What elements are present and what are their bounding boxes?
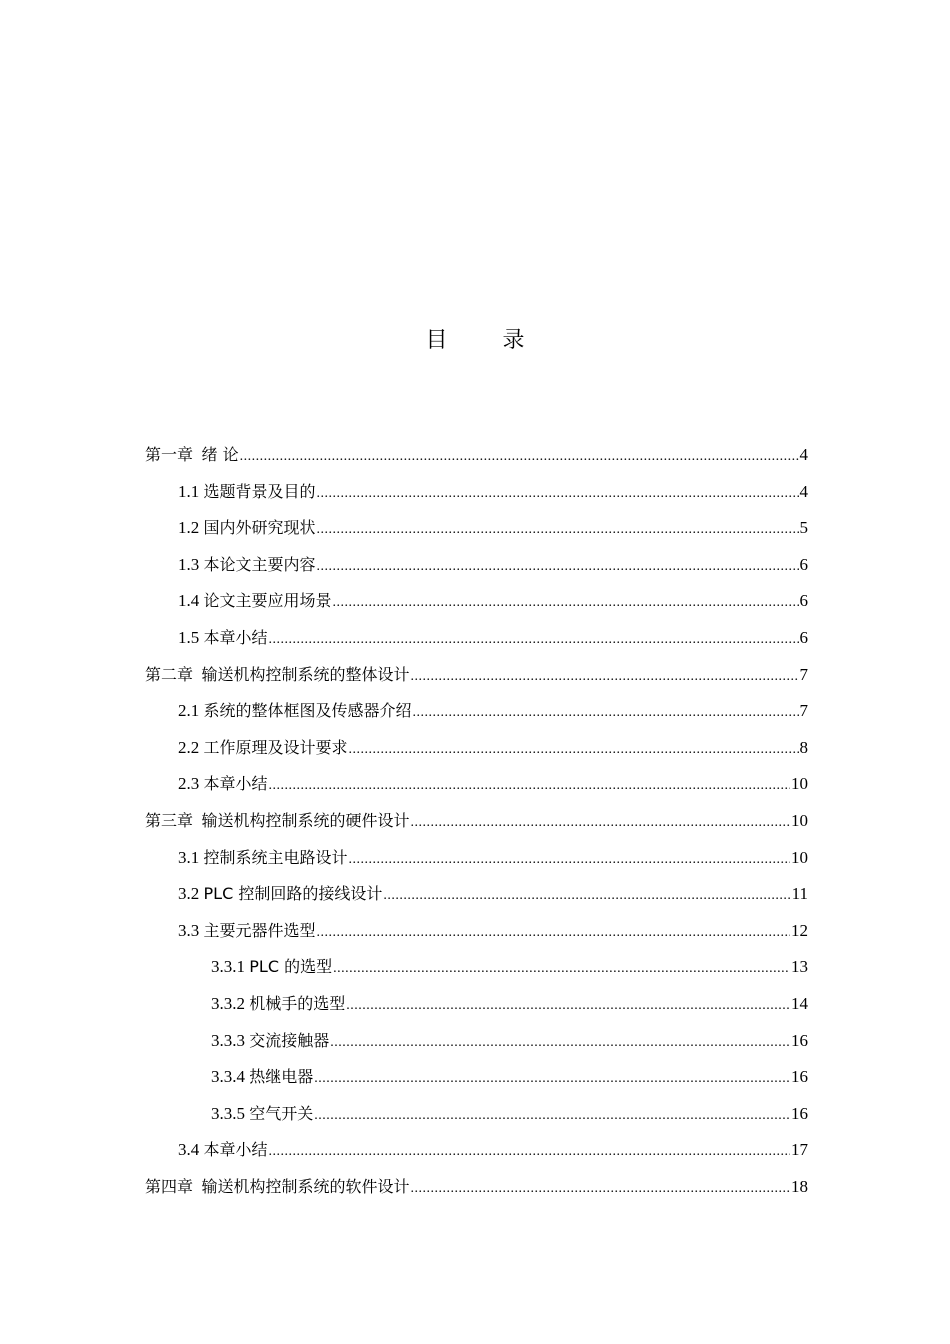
- toc-entry-label: [178, 623, 268, 653]
- toc-entry-text: 系统的整体框图及传感器介绍: [203, 701, 412, 721]
- toc-page-number: 10: [791, 847, 808, 867]
- toc-dot-leader: [346, 991, 790, 1021]
- toc-entry-number: 3.3: [178, 920, 200, 940]
- toc-entry-number: 1.5: [178, 627, 200, 647]
- toc-entry-text: 交流接触器: [249, 1030, 330, 1050]
- toc-entry[interactable]: [145, 843, 808, 880]
- toc-entry-number: 3.3.3: [211, 1030, 245, 1050]
- toc-page-number: 6: [799, 554, 808, 574]
- toc-dot-leader: [269, 625, 799, 655]
- toc-page-number: 7: [799, 701, 808, 721]
- toc-entry-label: [178, 477, 316, 507]
- toc-entry[interactable]: [145, 806, 808, 843]
- toc-dot-leader: [240, 442, 799, 472]
- toc-page-number: 4: [799, 481, 808, 501]
- toc-entry[interactable]: [145, 1172, 808, 1209]
- toc-entry[interactable]: [145, 989, 808, 1026]
- toc-entry-label: [178, 513, 316, 543]
- toc-entry-label: [211, 1099, 313, 1129]
- toc-entry[interactable]: [145, 550, 808, 587]
- toc-entry-label: [178, 879, 382, 909]
- toc-page-number: 11: [791, 884, 808, 904]
- toc-entry-text: PLC 的选型: [249, 957, 333, 977]
- toc-entry-label: [145, 806, 410, 836]
- toc-dot-leader: [413, 698, 799, 728]
- toc-entry-label: [178, 843, 348, 873]
- toc-entry[interactable]: [145, 879, 808, 916]
- toc-dot-leader: [333, 588, 799, 618]
- toc-entry-number: 1.3: [178, 554, 200, 574]
- toc-entry-label: [178, 1135, 268, 1165]
- toc-entry-text: 主要元器件选型: [203, 920, 316, 940]
- toc-entry[interactable]: [145, 769, 808, 806]
- toc-entry-number: 第二章: [145, 664, 194, 684]
- toc-dot-leader: [330, 1028, 790, 1058]
- toc-entry-number: 第四章: [145, 1176, 194, 1196]
- toc-page-number: 6: [799, 627, 808, 647]
- toc-page-number: 18: [791, 1176, 808, 1196]
- toc-entry[interactable]: [145, 477, 808, 514]
- toc-entry-label: [211, 989, 345, 1019]
- toc-entry-number: 2.2: [178, 737, 200, 757]
- toc-entry-number: 3.2: [178, 884, 200, 904]
- toc-page-number: 5: [799, 518, 808, 538]
- toc-entry[interactable]: [145, 733, 808, 770]
- toc-page-number: 16: [791, 1067, 808, 1087]
- toc-entry-text: 国内外研究现状: [203, 518, 316, 538]
- toc-entry-number: 第三章: [145, 810, 194, 830]
- toc-list: [145, 440, 808, 1208]
- toc-entry-text: 空气开关: [249, 1103, 314, 1123]
- toc-page-number: 13: [791, 957, 808, 977]
- toc-entry-label: [178, 696, 412, 726]
- toc-page-number: 6: [799, 591, 808, 611]
- toc-entry-label: [178, 550, 316, 580]
- toc-entry-text: 论文主要应用场景: [203, 591, 332, 611]
- toc-entry-label: [178, 586, 332, 616]
- toc-entry-text: 输送机构控制系统的软件设计: [201, 1176, 410, 1196]
- toc-entry-text: 本论文主要内容: [203, 554, 316, 574]
- toc-entry-number: 3.3.2: [211, 993, 245, 1013]
- toc-entry-text: 输送机构控制系统的硬件设计: [201, 810, 410, 830]
- toc-entry-number: 3.1: [178, 847, 200, 867]
- toc-entry-text: 本章小结: [203, 774, 268, 794]
- toc-dot-leader: [314, 1064, 790, 1094]
- toc-entry-text: 绪 论: [201, 445, 239, 464]
- toc-entry-number: 2.3: [178, 774, 200, 794]
- toc-entry-label: [211, 952, 332, 982]
- toc-entry[interactable]: [145, 660, 808, 697]
- toc-page-number: 4: [799, 445, 808, 464]
- toc-page-number: 16: [791, 1030, 808, 1050]
- toc-entry-text: PLC 控制回路的接线设计: [203, 884, 383, 904]
- toc-dot-leader: [314, 1101, 790, 1131]
- toc-page-number: 7: [799, 664, 808, 684]
- toc-entry[interactable]: [145, 513, 808, 550]
- toc-page-number: 10: [791, 810, 808, 830]
- toc-entry-label: [211, 1026, 329, 1056]
- toc-page-number: 16: [791, 1103, 808, 1123]
- toc-entry[interactable]: [145, 1099, 808, 1136]
- toc-entry-text: 工作原理及设计要求: [203, 737, 348, 757]
- toc-page-number: 14: [791, 993, 808, 1013]
- toc-entry[interactable]: [145, 952, 808, 989]
- toc-entry-number: 1.4: [178, 591, 200, 611]
- toc-dot-leader: [349, 845, 790, 875]
- toc-entry-number: 3.3.5: [211, 1103, 245, 1123]
- toc-entry-label: [145, 1172, 410, 1202]
- toc-entry-label: [211, 1062, 313, 1092]
- toc-entry-text: 输送机构控制系统的整体设计: [201, 664, 410, 684]
- toc-dot-leader: [411, 662, 799, 692]
- toc-entry-text: 热继电器: [249, 1067, 314, 1087]
- toc-entry[interactable]: [145, 696, 808, 733]
- toc-dot-leader: [411, 1174, 790, 1204]
- toc-entry-number: 1.2: [178, 518, 200, 538]
- toc-entry-number: 3.3.1: [211, 957, 245, 977]
- toc-dot-leader: [383, 881, 790, 911]
- toc-entry-text: 本章小结: [203, 627, 268, 647]
- toc-entry-label: [178, 733, 348, 763]
- toc-entry-number: 3.3.4: [211, 1067, 245, 1087]
- toc-dot-leader: [317, 918, 790, 948]
- toc-entry[interactable]: [145, 586, 808, 623]
- toc-entry[interactable]: [145, 1135, 808, 1172]
- toc-entry-number: 3.4: [178, 1140, 200, 1160]
- toc-entry-label: [145, 440, 239, 470]
- toc-dot-leader: [317, 479, 799, 509]
- toc-entry-label: [178, 916, 316, 946]
- toc-entry[interactable]: [145, 916, 808, 953]
- toc-entry-text: 本章小结: [203, 1140, 268, 1160]
- toc-dot-leader: [269, 771, 790, 801]
- toc-entry-text: 选题背景及目的: [203, 481, 316, 501]
- toc-entry-label: [178, 769, 268, 799]
- toc-dot-leader: [269, 1137, 790, 1167]
- toc-entry[interactable]: [145, 1062, 808, 1099]
- toc-entry-number: 2.1: [178, 701, 200, 721]
- toc-page-number: 8: [799, 737, 808, 757]
- toc-entry-number: 1.1: [178, 481, 200, 501]
- toc-entry-text: 控制系统主电路设计: [203, 847, 348, 867]
- toc-page-number: 17: [791, 1140, 808, 1160]
- toc-dot-leader: [317, 552, 799, 582]
- toc-title: 目 录: [425, 328, 549, 353]
- toc-page-number: 10: [791, 774, 808, 794]
- toc-dot-leader: [411, 808, 790, 838]
- toc-entry[interactable]: [145, 1026, 808, 1063]
- toc-entry-label: [145, 660, 410, 690]
- toc-entry[interactable]: [145, 440, 808, 477]
- toc-entry-text: 机械手的选型: [249, 993, 346, 1013]
- toc-dot-leader: [333, 954, 790, 984]
- toc-page-number: 12: [791, 920, 808, 940]
- toc-entry-number: 第一章: [145, 445, 194, 464]
- toc-dot-leader: [317, 515, 799, 545]
- toc-entry[interactable]: [145, 623, 808, 660]
- toc-dot-leader: [349, 735, 799, 765]
